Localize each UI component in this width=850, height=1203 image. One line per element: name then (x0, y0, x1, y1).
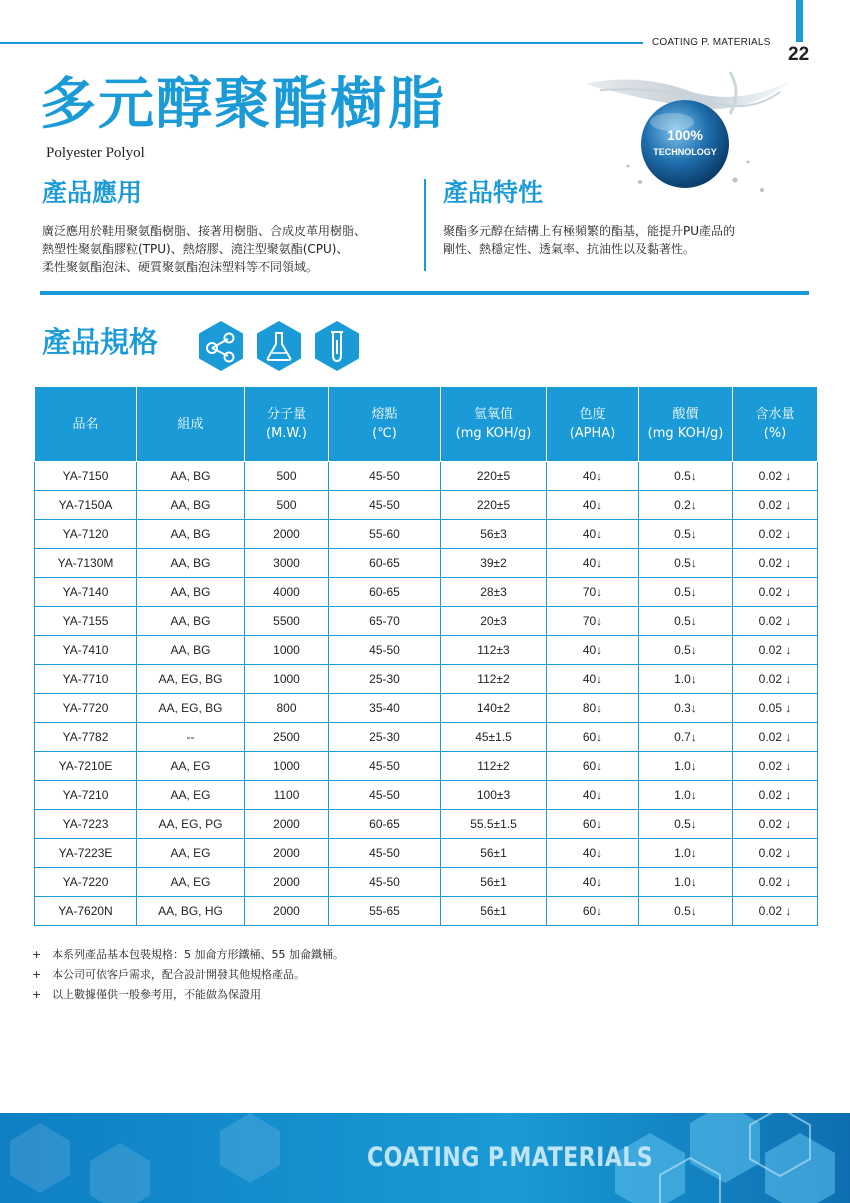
column-header: 色度 (APHA) (547, 387, 639, 462)
table-cell: 2000 (245, 897, 329, 926)
table-cell: 40↓ (547, 636, 639, 665)
table-cell: 2500 (245, 723, 329, 752)
table-cell: AA, EG (137, 752, 245, 781)
table-cell: 55-60 (329, 520, 441, 549)
table-row (35, 868, 818, 897)
column-header: 組成 (137, 387, 245, 462)
table-cell: 1000 (245, 752, 329, 781)
table-cell: 140±2 (441, 694, 547, 723)
table-cell: 35-40 (329, 694, 441, 723)
table-cell: 112±3 (441, 636, 547, 665)
table-cell: 0.02 ↓ (733, 810, 818, 839)
table-cell: AA, EG (137, 839, 245, 868)
table-cell: 25-30 (329, 723, 441, 752)
table-cell: 70↓ (547, 578, 639, 607)
note-item: + 本系列產品基本包裝規格：5 加侖方形鐵桶、55 加侖鐵桶。 (32, 948, 344, 961)
table-row (35, 723, 818, 752)
horizontal-rule (40, 291, 809, 295)
table-cell: 500 (245, 462, 329, 491)
table-cell: YA-7620N (35, 897, 137, 926)
badge-line2: TECHNOLOGY (653, 147, 717, 157)
table-cell: YA-7720 (35, 694, 137, 723)
table-row (35, 549, 818, 578)
table-cell: YA-7150 (35, 462, 137, 491)
table-cell: YA-7410 (35, 636, 137, 665)
table-cell: 55.5±1.5 (441, 810, 547, 839)
table-cell: 5500 (245, 607, 329, 636)
table-cell: 0.02 ↓ (733, 781, 818, 810)
table-cell: 0.02 ↓ (733, 578, 818, 607)
column-header: 酸價 (mg KOH/g) (639, 387, 733, 462)
table-row (35, 839, 818, 868)
table-cell: 4000 (245, 578, 329, 607)
test-tube-icon (314, 320, 360, 372)
table-cell: AA, BG (137, 607, 245, 636)
table-cell: 60↓ (547, 723, 639, 752)
table-row (35, 665, 818, 694)
notes-list (32, 945, 344, 1005)
table-row (35, 636, 818, 665)
table-cell: YA-7220 (35, 868, 137, 897)
table-cell: 0.3↓ (639, 694, 733, 723)
table-cell: 56±1 (441, 839, 547, 868)
table-cell: 1.0↓ (639, 781, 733, 810)
column-header: 分子量 (M.W.) (245, 387, 329, 462)
column-header: 氫氧值 (mg KOH/g) (441, 387, 547, 462)
table-row (35, 491, 818, 520)
water-splash-icon (580, 62, 800, 202)
table-cell: AA, BG (137, 549, 245, 578)
column-header: 含水量 (%) (733, 387, 818, 462)
table-cell: 56±1 (441, 868, 547, 897)
table-cell: 25-30 (329, 665, 441, 694)
table-cell: 60↓ (547, 752, 639, 781)
column-header: 熔點 (℃) (329, 387, 441, 462)
table-cell: 0.02 ↓ (733, 752, 818, 781)
table-row (35, 694, 818, 723)
table-cell: 0.02 ↓ (733, 665, 818, 694)
table-cell: YA-7150A (35, 491, 137, 520)
table-row (35, 810, 818, 839)
table-cell: 56±1 (441, 897, 547, 926)
table-row (35, 752, 818, 781)
table-cell: YA-7223E (35, 839, 137, 868)
table-cell: 1.0↓ (639, 752, 733, 781)
table-cell: 1.0↓ (639, 839, 733, 868)
molecule-icon (198, 320, 244, 372)
table-cell: 2000 (245, 520, 329, 549)
table-cell: AA, EG (137, 781, 245, 810)
table-cell: AA, BG (137, 636, 245, 665)
table-cell: 40↓ (547, 520, 639, 549)
spec-heading: 產品規格 (42, 325, 159, 359)
table-cell: 220±5 (441, 462, 547, 491)
table-cell: 0.5↓ (639, 607, 733, 636)
table-cell: 1.0↓ (639, 665, 733, 694)
table-cell: 45-50 (329, 752, 441, 781)
table-cell: 20±3 (441, 607, 547, 636)
table-cell: 0.05 ↓ (733, 694, 818, 723)
table-header-row (35, 387, 818, 462)
table-cell: YA-7140 (35, 578, 137, 607)
table-cell: 0.02 ↓ (733, 839, 818, 868)
table-row (35, 520, 818, 549)
table-cell: 0.5↓ (639, 520, 733, 549)
table-cell: 0.02 ↓ (733, 607, 818, 636)
table-cell: 40↓ (547, 781, 639, 810)
table-cell: 60↓ (547, 897, 639, 926)
table-cell: 40↓ (547, 868, 639, 897)
table-cell: 0.02 ↓ (733, 723, 818, 752)
table-cell: 0.02 ↓ (733, 897, 818, 926)
table-cell: AA, EG (137, 868, 245, 897)
table-cell: 1000 (245, 665, 329, 694)
features-text: 聚酯多元醇在結構上有極頻繁的酯基，能提升PU產品的 剛性、熱穩定性、透氣率、抗油性以及黏著性。 (443, 224, 736, 256)
table-cell: -- (137, 723, 245, 752)
table-cell: 0.02 ↓ (733, 491, 818, 520)
table-cell: 28±3 (441, 578, 547, 607)
table-row (35, 781, 818, 810)
table-cell: 112±2 (441, 665, 547, 694)
table-cell: 70↓ (547, 607, 639, 636)
table-cell: 1100 (245, 781, 329, 810)
table-cell: 80↓ (547, 694, 639, 723)
table-cell: 45-50 (329, 491, 441, 520)
page-title: 多元醇聚酯樹脂 (40, 71, 446, 137)
table-cell: 40↓ (547, 491, 639, 520)
table-cell: AA, BG (137, 462, 245, 491)
table-cell: YA-7710 (35, 665, 137, 694)
technology-badge (580, 62, 800, 202)
table-cell: AA, BG, HG (137, 897, 245, 926)
flask-icon (256, 320, 302, 372)
table-cell: 0.5↓ (639, 636, 733, 665)
table-cell: 40↓ (547, 839, 639, 868)
note-item: + 以上數據僅供一般參考用，不能做為保證用 (32, 988, 261, 1001)
table-cell: 500 (245, 491, 329, 520)
table-cell: AA, BG (137, 578, 245, 607)
table-cell: 0.02 ↓ (733, 549, 818, 578)
table-cell: AA, EG, BG (137, 694, 245, 723)
badge-line1: 100% (667, 127, 703, 143)
footer-label: COATING P.MATERIALS (367, 1142, 654, 1173)
table-cell: AA, BG (137, 491, 245, 520)
table-cell: 45-50 (329, 781, 441, 810)
table-cell: YA-7120 (35, 520, 137, 549)
table-cell: AA, BG (137, 520, 245, 549)
features-heading: 產品特性 (443, 178, 544, 207)
table-cell: 100±3 (441, 781, 547, 810)
table-row (35, 578, 818, 607)
table-cell: 60-65 (329, 810, 441, 839)
table-cell: 65-70 (329, 607, 441, 636)
header-label: COATING P. MATERIALS (652, 37, 771, 48)
header-rule (0, 42, 643, 44)
table-cell: YA-7223 (35, 810, 137, 839)
table-cell: 0.5↓ (639, 462, 733, 491)
table-cell: 0.5↓ (639, 897, 733, 926)
header-accent-bar (796, 0, 803, 42)
table-cell: 45-50 (329, 636, 441, 665)
application-text: 廣泛應用於鞋用聚氨酯樹脂、接著用樹脂、合成皮革用樹脂、 熱塑性聚氨酯膠粒(TPU)、熱熔膠、澆注型聚氨酯(CPU)、 柔性聚氨酯泡沫、硬質聚氨酯泡沫塑料等不同領域。 (42, 224, 367, 274)
table-cell: 0.02 ↓ (733, 868, 818, 897)
table-cell: 0.5↓ (639, 578, 733, 607)
table-cell: 220±5 (441, 491, 547, 520)
table-cell: 0.02 ↓ (733, 520, 818, 549)
table-cell: YA-7782 (35, 723, 137, 752)
table-cell: 2000 (245, 810, 329, 839)
spec-table (34, 386, 818, 926)
table-cell: 55-65 (329, 897, 441, 926)
table-cell: AA, EG, PG (137, 810, 245, 839)
table-cell: YA-7210E (35, 752, 137, 781)
table-cell: 0.02 ↓ (733, 462, 818, 491)
table-cell: AA, EG, BG (137, 665, 245, 694)
table-cell: 60-65 (329, 549, 441, 578)
table-cell: 40↓ (547, 549, 639, 578)
table-cell: 1000 (245, 636, 329, 665)
table-cell: 40↓ (547, 462, 639, 491)
table-cell: 60↓ (547, 810, 639, 839)
table-cell: 0.2↓ (639, 491, 733, 520)
table-cell: 45±1.5 (441, 723, 547, 752)
table-cell: YA-7210 (35, 781, 137, 810)
page-number: 22 (788, 44, 810, 65)
table-cell: YA-7155 (35, 607, 137, 636)
table-row (35, 607, 818, 636)
table-cell: 2000 (245, 868, 329, 897)
table-cell: 0.02 ↓ (733, 636, 818, 665)
table-cell: 60-65 (329, 578, 441, 607)
table-cell: 3000 (245, 549, 329, 578)
table-row (35, 897, 818, 926)
table-cell: 45-50 (329, 839, 441, 868)
table-cell: 0.5↓ (639, 810, 733, 839)
table-cell: 45-50 (329, 462, 441, 491)
table-cell: 45-50 (329, 868, 441, 897)
application-heading: 產品應用 (42, 178, 143, 207)
table-cell: 0.7↓ (639, 723, 733, 752)
section-divider (424, 179, 426, 271)
table-row (35, 462, 818, 491)
table-cell: 0.5↓ (639, 549, 733, 578)
table-cell: 40↓ (547, 665, 639, 694)
table-cell: 1.0↓ (639, 868, 733, 897)
column-header: 品名 (35, 387, 137, 462)
page-subtitle: Polyester Polyol (46, 145, 145, 161)
table-cell: 800 (245, 694, 329, 723)
table-cell: 39±2 (441, 549, 547, 578)
table-cell: 2000 (245, 839, 329, 868)
table-cell: 56±3 (441, 520, 547, 549)
note-item: + 本公司可依客戶需求，配合設計開發其他規格產品。 (32, 968, 305, 981)
table-cell: 112±2 (441, 752, 547, 781)
table-cell: YA-7130M (35, 549, 137, 578)
